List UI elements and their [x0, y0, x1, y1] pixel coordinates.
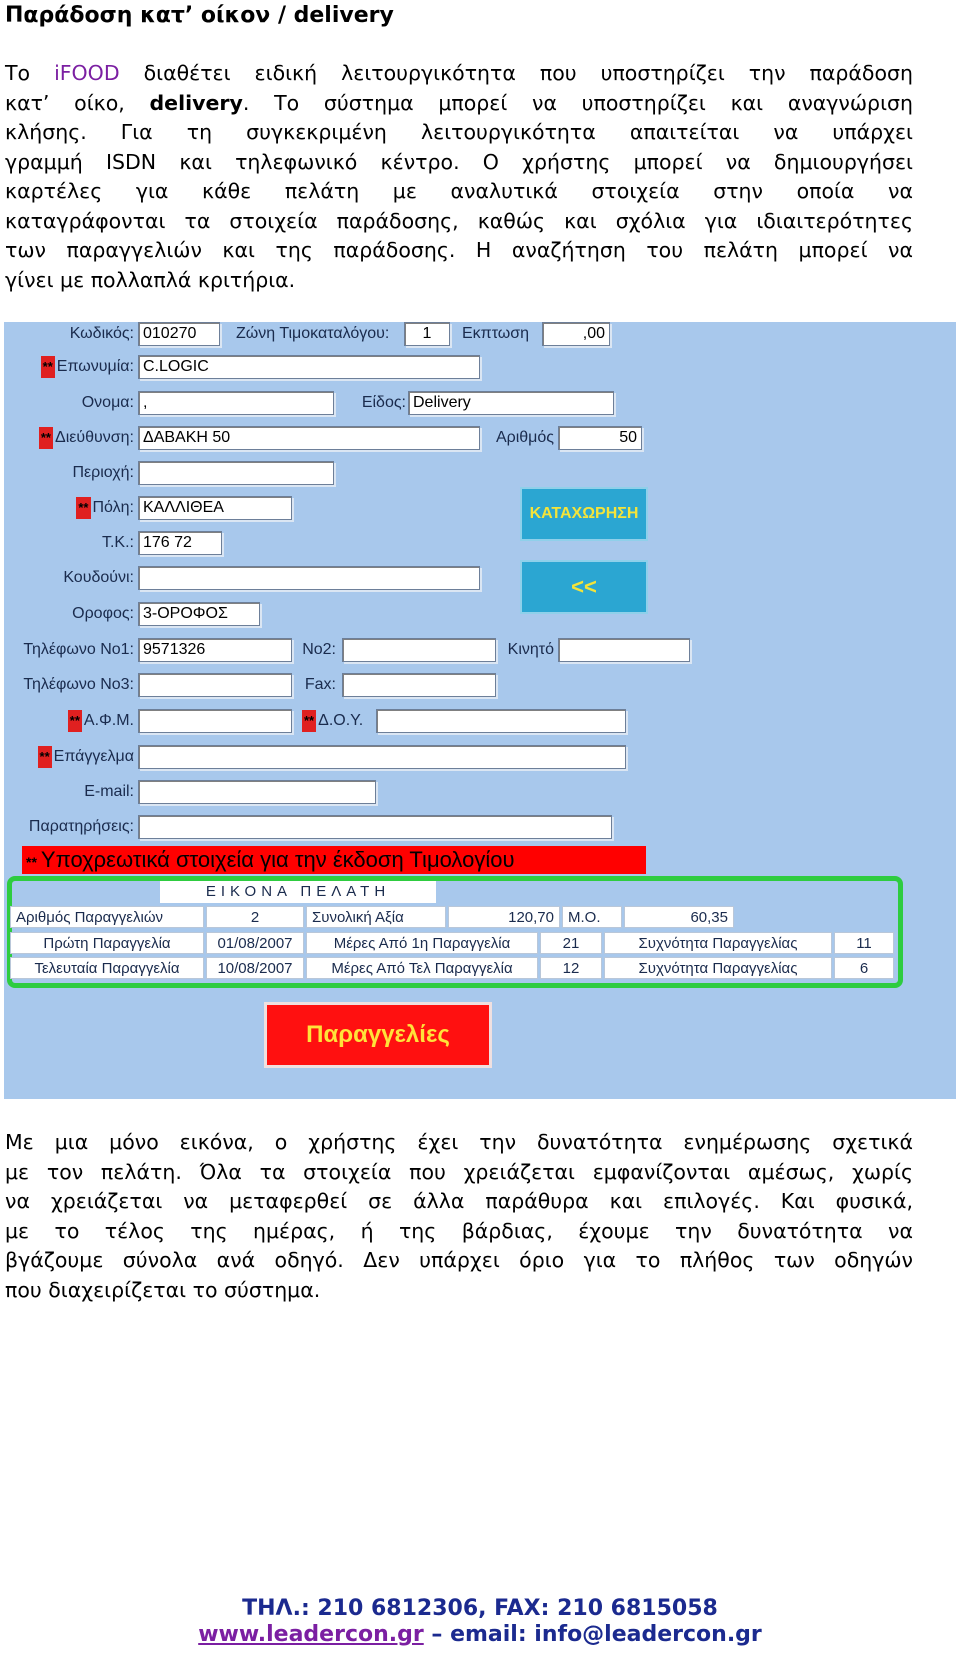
intro-line-1: Το iFOOD διαθέτει ειδική λειτουργικότητα που υποστηρίζει την παράδοση [5, 61, 914, 85]
number-label: Αριθμός [495, 429, 554, 446]
mobile-field[interactable] [558, 638, 690, 662]
summary-label: Συχνότητα Παραγγελίας [604, 957, 832, 979]
summary-label: Μ.Ο. [562, 906, 622, 928]
required-mark: ** [302, 710, 316, 732]
type-field[interactable]: Delivery [408, 391, 614, 415]
first-name-field[interactable]: , [138, 391, 334, 415]
footer-separator: – [423, 1622, 451, 1647]
required-fields-banner: ** Υποχρεωτικά στοιχεία για την έκδοση Τιμολογίου [22, 846, 646, 874]
doy-field[interactable] [376, 709, 626, 733]
address-field[interactable]: ΔΑΒΑΚΗ 50 [138, 426, 480, 450]
doy-label: ** Δ.Ο.Υ. [302, 709, 363, 733]
afm-field[interactable] [138, 709, 292, 733]
bell-label: Κουδούνι: [63, 569, 134, 586]
outro-line-5: βγάζουμε σύνολα ανά οδηγό. Δεν υπάρχει όριο για το πλήθος των οδηγών [5, 1248, 913, 1272]
floor-label: Οροφος: [72, 605, 134, 622]
intro-line-4: γραμμή ISDN και τηλεφωνικό κέντρο. Ο χρήστης μπορεί να δημιουργήσει [5, 149, 913, 174]
code-label: Κωδικός: [69, 325, 134, 342]
summary-value: 12 [540, 957, 602, 979]
orders-button[interactable]: Παραγγελίες [264, 1002, 492, 1068]
first-name-label: Ονομα: [81, 394, 134, 411]
fax-field[interactable] [342, 673, 496, 697]
summary-label: Συνολική Αξία [306, 906, 446, 928]
intro-paragraph [5, 59, 913, 295]
zone-field[interactable]: 1 [404, 322, 450, 346]
zip-label: Τ.Κ.: [101, 534, 134, 551]
phone1-label: Τηλέφωνο Νο1: [23, 641, 134, 658]
fax-label: Fax: [304, 676, 336, 693]
name-label: ** Επωνυμία: [24, 355, 134, 379]
customer-summary-title: ΕΙΚΟΝΑ ΠΕΛΑΤΗ [160, 881, 436, 903]
number-field[interactable]: 50 [558, 426, 642, 450]
save-button[interactable]: ΚΑΤΑΧΩΡΗΣΗ [520, 487, 648, 541]
required-mark: ** [41, 356, 55, 378]
summary-value: 120,70 [448, 906, 560, 928]
footer-email: email: info@leadercon.gr [450, 1622, 762, 1647]
delivery-keyword: delivery [149, 90, 243, 115]
required-mark: ** [39, 427, 53, 449]
email-field[interactable] [138, 780, 376, 804]
intro-line-2: κατ’ οίκο, delivery. Το σύστημα μπορεί να υποστηρίζει και αναγνώριση [5, 90, 913, 115]
intro-line-6: καταγράφονται τα στοιχεία παράδοσης, καθώς και σχόλια για ιδιαιτερότητες [5, 208, 913, 233]
profession-label: ** Επάγγελμα [24, 745, 134, 769]
phone1-field[interactable]: 9571326 [138, 638, 292, 662]
summary-label: Πρώτη Παραγγελία [10, 932, 204, 954]
profession-field[interactable] [138, 745, 626, 769]
city-field[interactable]: ΚΑΛΛΙΘΕΑ [138, 496, 292, 520]
page-heading: Παράδοση κατ’ οίκον / delivery [5, 3, 394, 28]
summary-value: 11 [834, 932, 894, 954]
customer-card-form [4, 322, 956, 1099]
address-label: ** Διεύθυνση: [24, 426, 134, 450]
intro-line-8: γίνει με πολλαπλά κριτήρια. [5, 267, 296, 292]
summary-label: Συχνότητα Παραγγελίας [604, 932, 832, 954]
notes-label: Παρατηρήσεις: [28, 818, 134, 835]
required-mark: ** [76, 497, 90, 519]
summary-label: Μέρες Από 1η Παραγγελία [306, 932, 538, 954]
discount-field[interactable]: ,00 [542, 322, 610, 346]
email-label: E-mail: [84, 783, 134, 800]
discount-label: Εκπτωση [462, 325, 530, 342]
summary-label: Αριθμός Παραγγελιών [10, 906, 204, 928]
floor-field[interactable]: 3-ΟΡΟΦΟΣ [138, 602, 260, 626]
summary-value: 21 [540, 932, 602, 954]
required-mark: ** [68, 710, 82, 732]
phone2-field[interactable] [342, 638, 496, 662]
summary-label: Μέρες Από Τελ Παραγγελία [306, 957, 538, 979]
footer-contact [0, 1622, 960, 1647]
phone3-field[interactable] [138, 673, 292, 697]
outro-paragraph [5, 1128, 913, 1305]
phone3-label: Τηλέφωνο Νο3: [23, 676, 134, 693]
zone-label: Ζώνη Τιμοκαταλόγου: [236, 325, 390, 342]
mobile-label: Κινητό [507, 641, 554, 658]
outro-line-1: Με μια μόνο εικόνα, ο χρήστης έχει την δυνατότητα ενημέρωσης σχετικά [5, 1130, 913, 1154]
notes-field[interactable] [138, 815, 612, 839]
outro-line-4: με το τέλος της ημέρας, ή της βάρδιας, έχουμε την δυνατότητα να [5, 1218, 913, 1243]
afm-label: ** Α.Φ.Μ. [24, 709, 134, 733]
phone2-label: Νο2: [302, 641, 336, 658]
website-link[interactable]: www.leadercon.gr [198, 1622, 424, 1647]
intro-line-5: καρτέλες για κάθε πελάτη με αναλυτικά στοιχεία στην οποία να [5, 179, 913, 203]
outro-line-3: να χρειάζεται να μεταφερθεί σε άλλα παράθυρα και επιλογές. Και φυσικά, [5, 1189, 913, 1213]
footer-phone: ΤΗΛ.: 210 6812306, FAX: 210 6815058 [242, 1596, 718, 1621]
brand-name: iFOOD [54, 61, 120, 85]
code-field[interactable]: 010270 [138, 322, 220, 346]
outro-line-6: που διαχειρίζεται το σύστημα. [5, 1277, 321, 1302]
area-field[interactable] [138, 461, 334, 485]
summary-value: 10/08/2007 [206, 957, 304, 979]
summary-value: 60,35 [624, 906, 734, 928]
area-label: Περιοχή: [72, 464, 134, 481]
summary-value: 6 [834, 957, 894, 979]
intro-line-3: κλήσης. Για τη συγκεκριμένη λειτουργικότητα απαιτείται να υπάρχει [5, 120, 913, 144]
summary-value: 2 [206, 906, 304, 928]
bell-field[interactable] [138, 566, 480, 590]
intro-line-7: των παραγγελιών και της παράδοσης. Η αναζήτηση του πελάτη μπορεί να [5, 238, 913, 262]
name-field[interactable]: C.LOGIC [138, 355, 480, 379]
type-label: Είδος: [361, 394, 406, 411]
outro-line-2: με τον πελάτη. Όλα τα στοιχεία που χρειάζεται εμφανίζονται αμέσως, χωρίς [5, 1159, 913, 1184]
summary-value: 01/08/2007 [206, 932, 304, 954]
zip-field[interactable]: 176 72 [138, 531, 222, 555]
city-label: ** Πόλη: [24, 496, 134, 520]
back-button[interactable]: << [520, 560, 648, 614]
summary-label: Τελευταία Παραγγελία [10, 957, 204, 979]
required-mark: ** [38, 746, 52, 768]
